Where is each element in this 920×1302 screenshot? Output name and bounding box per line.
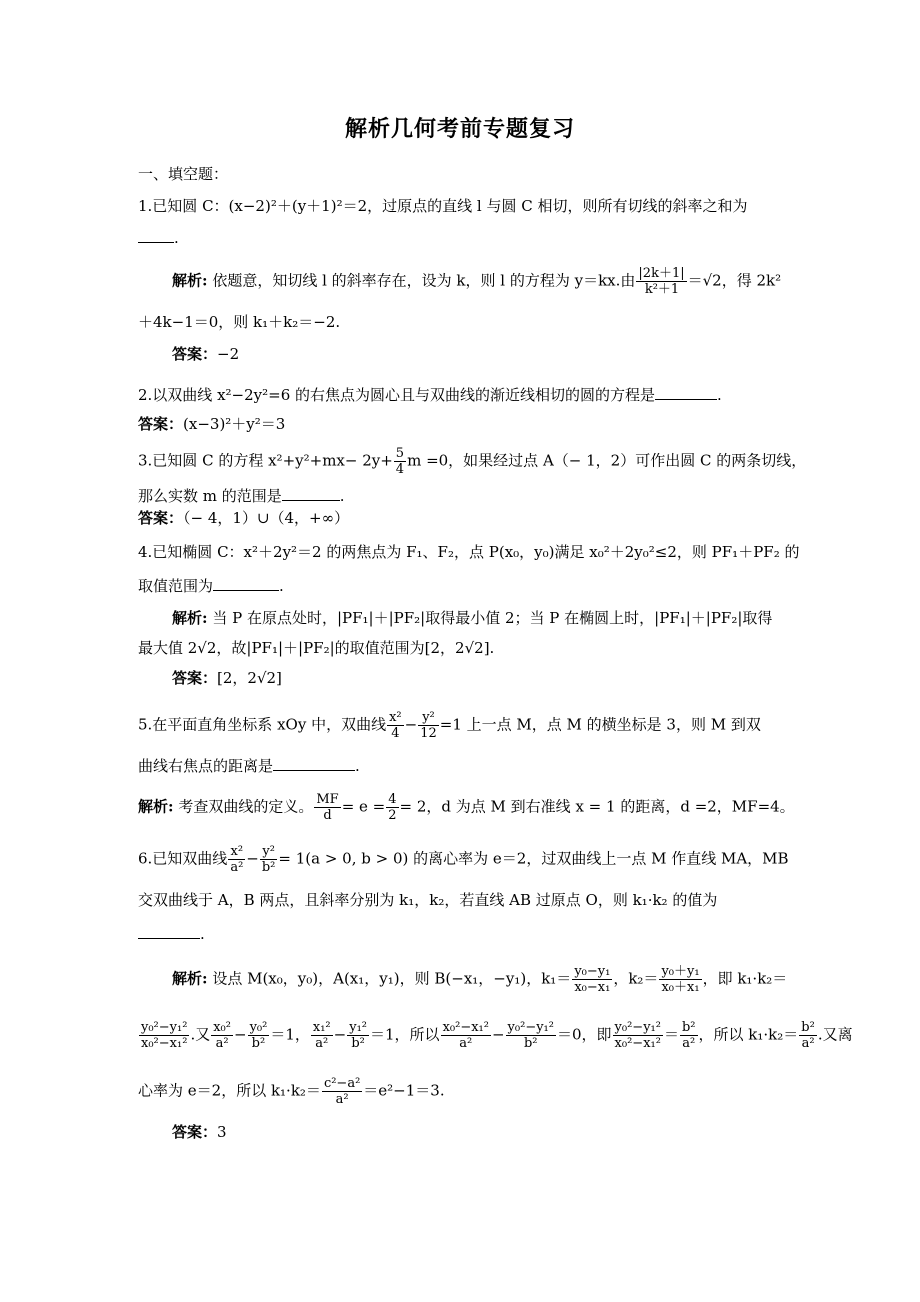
fraction: $\frac{\text{b²}}{\text{a²}}$ [801,1020,815,1051]
fraction: $\frac{\text{b²}}{\text{a²}}$ [681,1020,696,1051]
fraction: $\frac{\text{y₀²−y₁²}}{\text{b²}}$ [507,1020,554,1051]
fraction: $\frac{\text{y²}}{12}$ [420,710,437,741]
answer-blank [273,758,355,771]
q6-analysis-cont: $\frac{\text{y₀²−y₁²}}{\text{x₀²−x₁²}}$ .又 $\frac{\text{x₀²}}{\text{a²}}$ − $\frac{\text{y₀²}}{\text{b²}}$ ＝1， $\frac{\text{x₁²}}{\text{a²}}$ − $\frac{\text{y₁²}}{\text{b²}}$ ＝1，所以 $\frac{\text{x₀²−x₁²}}{\text{a²}}$ − $\frac{\text{y₀²−y₁²}}{\text{b²}}$ ＝0，即 $\frac{\text{y₀²−y₁²}}{\text{x₀²−x₁²}}$ ＝ $\frac{\text{b²}}{\text{a²}}$ ，所以 k₁·k₂＝ $\frac{\text{b²}}{\text{a²}}$ .又离 [141,1020,853,1051]
fraction: $\frac{\text{y₀²}}{\text{b²}}$ [249,1020,268,1051]
q3-answer: 答案：（− 4，1）∪（4，+∞） [138,509,350,527]
q6-answer: 答案：3 [172,1123,227,1141]
fraction: $\frac{\text{x₀²}}{\text{a²}}$ [213,1020,231,1051]
q2-answer: 答案：(x−3)²＋y²＝3 [138,415,286,433]
answer-blank [138,926,200,939]
page-title: 解析几何考前专题复习 [344,116,575,142]
fraction: $\frac{\text{y₁²}}{\text{b²}}$ [349,1020,368,1051]
answer-blank [655,387,717,400]
q6-analysis-end: 心率为 e＝2，所以 k₁·k₂＝ $\frac{\text{c²−a²}}{\text{a²}}$ ＝e²−1＝3. [138,1076,445,1107]
q5-analysis: 解析: 考查双曲线的定义。 $\frac{MF}{d}$ = e = $\frac{4}{2}$ = 2，d 为点 M 到右准线 x = 1 的距离，d =2，MF=4。 [138,792,795,823]
answer-blank [138,230,174,243]
q5-text-cont: 曲线右焦点的距离是 . [138,757,360,775]
q6-text-cont: 交双曲线于 A，B 两点，且斜率分别为 k₁，k₂，若直线 AB 过原点 O，则 k₁·k₂ 的值为 [138,891,718,909]
fraction: $\frac{\text{x₁²}}{\text{a²}}$ [312,1020,331,1051]
fraction: $\frac{4}{2}$ [388,792,397,823]
q4-answer: 答案：[2，2√2] [172,669,282,687]
fraction: $\frac{\text{x²}}{\text{a²}}$ [230,844,244,875]
fraction: $\frac{\text{y₀＋y₁}}{\text{x₀＋x₁}}$ [661,964,700,995]
fraction: $\frac{\text{y₀²−y₁²}}{\text{x₀²−x₁²}}$ [614,1020,661,1051]
q2-text: 2.以双曲线 x²−2y²=6 的右焦点为圆心且与双曲线的渐近线相切的圆的方程是 . [138,386,722,404]
fraction: $\frac{\text{x₀²−x₁²}}{\text{a²}}$ [442,1020,489,1051]
fraction: $\frac{\text{y₀−y₁}}{\text{x₀−x₁}}$ [574,964,611,995]
q1-text: 1.已知圆 C：(x−2)²＋(y＋1)²＝2，过原点的直线 l 与圆 C 相切，则所有切线的斜率之和为 [138,197,748,215]
q1-answer: 答案：−2 [172,345,240,363]
q3-text-cont: 那么实数 m 的范围是 . [138,487,345,505]
answer-blank [282,488,340,501]
q4-analysis: 解析: 当 P 在原点处时，|PF₁|＋|PF₂|取得最小值 2；当 P 在椭圆上时，|PF₁|＋|PF₂|取得 [172,609,773,627]
fraction: $\frac{|2k+1|}{\text{k²＋1}}$ [638,266,685,297]
fraction: $\frac{\text{y₀²−y₁²}}{\text{x₀²−x₁²}}$ [141,1020,188,1051]
q6-text: 6.已知双曲线 $\frac{\text{x²}}{\text{a²}}$ − $\frac{\text{y²}}{\text{b²}}$ = 1(a > 0, b > 0) 的离心率为 e＝2，过双曲线上一点 M 作直线 MA，MB [138,844,789,875]
q4-text-cont: 取值范围为 . [138,577,284,595]
q3-text: 3.已知圆 C 的方程 x²+y²+mx− 2y+ $\frac{5}{4}$ m =0，如果经过点 A（− 1，2）可作出圆 C 的两条切线， [138,446,807,477]
q1-analysis: 解析: 依题意，知切线 l 的斜率存在，设为 k，则 l 的方程为 y＝kx.由 $\frac{|2k+1|}{\text{k²＋1}}$ ＝√2，得 2k² [172,266,782,297]
q6-analysis: 解析: 设点 M(x₀，y₀)，A(x₁，y₁)，则 B(−x₁，−y₁)，k₁＝ $\frac{\text{y₀−y₁}}{\text{x₀−x₁}}$ ，k₂＝ $\frac{\text{y₀＋y₁}}{\text{x₀＋x₁}}$ ，即 k₁·k₂＝ [172,964,788,995]
fraction: $\frac{5}{4}$ [395,446,405,477]
section-heading: 一、填空题： [138,165,229,183]
fraction: $\frac{\text{c²−a²}}{\text{a²}}$ [323,1076,361,1107]
answer-blank [213,578,279,591]
fraction: $\frac{\text{y²}}{\text{b²}}$ [261,844,276,875]
q1-blank-line: . [138,226,179,250]
fraction: $\frac{\text{x²}}{4}$ [389,710,402,741]
q6-blank-line: . [138,922,205,946]
q5-text: 5.在平面直角坐标系 xOy 中，双曲线 $\frac{\text{x²}}{4}$ − $\frac{\text{y²}}{12}$ =1 上一点 M，点 M 的横坐标是 3，则 M 到双 [138,710,761,741]
q4-analysis-cont: 最大值 2√2，故|PF₁|＋|PF₂|的取值范围为[2，2√2]. [138,639,495,657]
q4-text: 4.已知椭圆 C：x²＋2y²＝2 的两焦点为 F₁、F₂，点 P(x₀，y₀)满足 x₀²＋2y₀²≤2，则 PF₁＋PF₂ 的 [138,543,800,561]
q1-analysis-cont: ＋4k−1＝0，则 k₁＋k₂＝−2. [138,313,341,331]
fraction: $\frac{MF}{d}$ [316,792,339,823]
